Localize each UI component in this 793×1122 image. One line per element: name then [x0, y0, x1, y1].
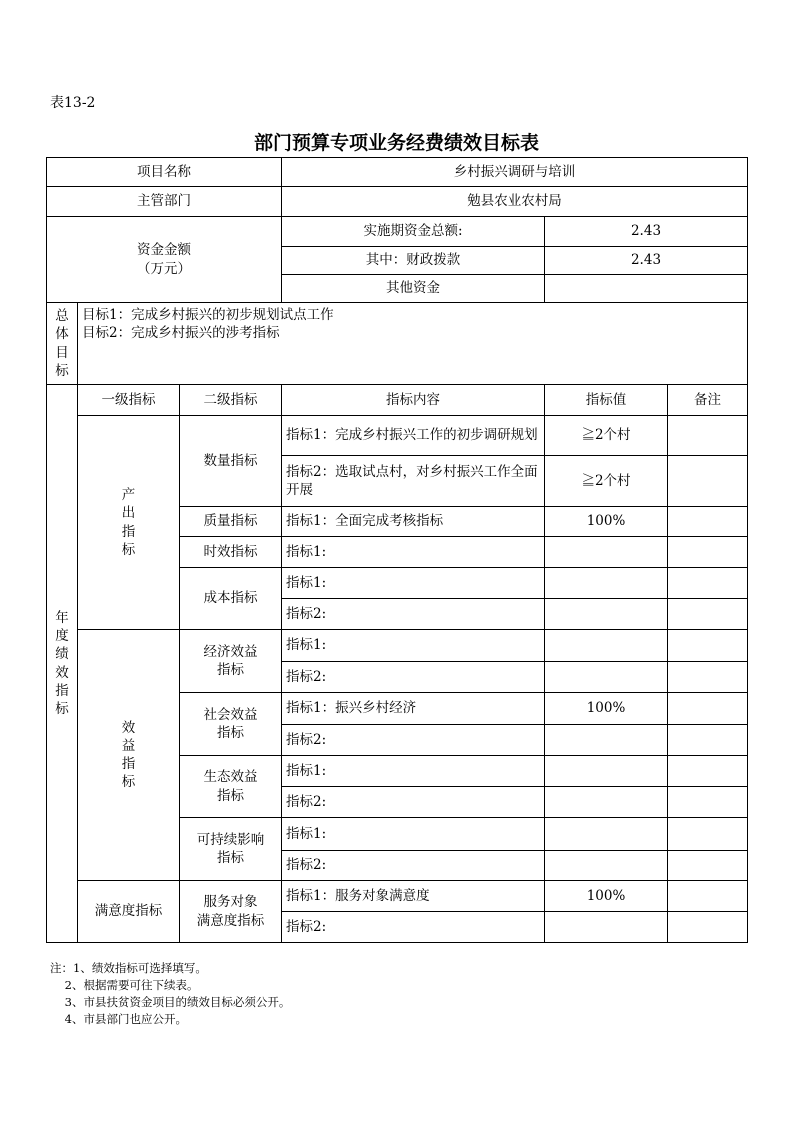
char: 度: [55, 628, 69, 645]
table-row: [47, 416, 748, 456]
funds-total-row: [47, 217, 748, 247]
indicator-content: 指标2:: [282, 599, 545, 630]
funds-other-value: [545, 275, 748, 303]
note-3: 3、市县扶贫资金项目的绩效目标必须公开。: [50, 995, 291, 1009]
indicator-content: 指标1:: [282, 756, 545, 787]
indicator-remark: [668, 912, 748, 943]
header-remark: 备注: [668, 385, 748, 416]
output-indicator-label: [78, 416, 180, 630]
char: 产: [121, 487, 136, 504]
footnotes: [50, 960, 290, 1028]
indicator-remark: [668, 456, 748, 507]
indicator-value: [545, 756, 668, 787]
overall-goal-row: [47, 303, 748, 385]
cost-indicator: 成本指标: [180, 568, 282, 630]
indicator-value: [545, 537, 668, 568]
indicator-remark: [668, 756, 748, 787]
time-indicator: 时效指标: [180, 537, 282, 568]
line: 可持续影响: [196, 831, 265, 848]
funds-total-value: 2.43: [545, 217, 748, 247]
indicator-content: 指标2:: [282, 851, 545, 881]
indicator-content: 指标1：服务对象满意度: [282, 881, 545, 912]
line: 社会效益: [203, 706, 258, 723]
indicator-content: 指标2：选取试点村，对乡村振兴工作全面开展: [282, 456, 545, 507]
header-level1: 一级指标: [78, 385, 180, 416]
indicator-remark: [668, 662, 748, 693]
indicator-content: 指标2:: [282, 912, 545, 943]
header-content: 指标内容: [282, 385, 545, 416]
indicator-value: [545, 568, 668, 599]
indicator-content: 指标1：全面完成考核指标: [282, 507, 545, 537]
service-satisfaction-indicator: [180, 881, 282, 943]
char: 标: [121, 774, 136, 791]
funds-fiscal-label: 其中：财政拨款: [282, 247, 545, 275]
table-number: 表13-2: [50, 95, 96, 111]
table-row: [47, 881, 748, 912]
char: 标: [121, 541, 136, 558]
social-indicator: [180, 693, 282, 756]
indicator-content: 指标1：完成乡村振兴工作的初步调研规划: [282, 416, 545, 456]
line: 指标: [217, 662, 244, 678]
char: 效: [121, 719, 136, 736]
economic-indicator: [180, 630, 282, 693]
satisfaction-indicator-label: 满意度指标: [78, 881, 180, 943]
overall-goal-label: [47, 303, 78, 385]
note-2: 2、根据需要可往下续表。: [50, 978, 199, 992]
indicator-value: 100%: [545, 881, 668, 912]
line: 满意度指标: [196, 912, 265, 929]
project-name-row: [47, 158, 748, 187]
indicator-content: 指标2:: [282, 787, 545, 818]
line: 指标: [217, 725, 244, 741]
char: 总: [55, 308, 69, 325]
funds-other-label: 其他资金: [282, 275, 545, 303]
indicator-value: [545, 599, 668, 630]
line: 服务对象: [203, 894, 258, 911]
char: 效: [55, 664, 69, 681]
indicator-content: 指标1:: [282, 537, 545, 568]
goal-1: 目标1：完成乡村振兴的初步规划试点工作: [82, 307, 334, 323]
indicator-remark: [668, 568, 748, 599]
table-row: [47, 630, 748, 662]
indicator-content: 指标1:: [282, 818, 545, 851]
project-name-label: 项目名称: [47, 158, 282, 187]
char: 指: [121, 756, 136, 772]
note-1: 注：1、绩效指标可选择填写。: [50, 961, 207, 975]
char: 标: [55, 700, 69, 717]
indicator-remark: [668, 693, 748, 725]
page-title: 部门预算专项业务经费绩效目标表: [253, 132, 539, 154]
indicator-remark: [668, 787, 748, 818]
indicator-value: 100%: [545, 693, 668, 725]
line: 指标: [217, 850, 244, 866]
indicator-value: [545, 662, 668, 693]
goal-2: 目标2：完成乡村振兴的涉考指标: [82, 325, 280, 342]
line: 经济效益: [203, 643, 258, 660]
indicator-value: [545, 912, 668, 943]
indicator-value: [545, 787, 668, 818]
char: 指: [55, 682, 69, 699]
char: 目: [55, 344, 69, 361]
indicator-value: [545, 851, 668, 881]
line: 生态效益: [203, 769, 258, 786]
funds-unit-text: （万元）: [137, 260, 191, 277]
dept-label: 主管部门: [47, 187, 282, 217]
funds-label-text: 资金金额: [137, 242, 191, 259]
char: 出: [121, 505, 136, 522]
dept-row: [47, 187, 748, 217]
indicator-value: 100%: [545, 507, 668, 537]
project-name-value: 乡村振兴调研与培训: [282, 158, 748, 187]
sustainability-indicator: [180, 818, 282, 881]
indicator-value: [545, 725, 668, 756]
header-level2: 二级指标: [180, 385, 282, 416]
indicator-remark: [668, 416, 748, 456]
funds-label: [47, 217, 282, 303]
char: 指: [121, 523, 136, 540]
line: 指标: [217, 787, 244, 804]
char: 标: [55, 362, 69, 379]
funds-total-label: 实施期资金总额:: [282, 217, 545, 247]
indicator-remark: [668, 537, 748, 568]
performance-target-table: [46, 157, 748, 943]
indicator-remark: [668, 881, 748, 912]
indicator-remark: [668, 851, 748, 881]
ecology-indicator: [180, 756, 282, 818]
note-4: 4、市县部门也应公开。: [50, 1012, 187, 1026]
indicator-value: [545, 630, 668, 662]
char: 年: [55, 609, 69, 626]
char: 益: [121, 737, 136, 754]
quality-indicator: 质量指标: [180, 507, 282, 537]
indicator-remark: [668, 818, 748, 851]
indicator-value: [545, 818, 668, 851]
indicator-content: 指标1:: [282, 568, 545, 599]
indicator-remark: [668, 507, 748, 537]
char: 绩: [55, 646, 69, 663]
indicator-remark: [668, 599, 748, 630]
quantity-indicator: 数量指标: [180, 416, 282, 507]
annual-indicator-label: [47, 385, 78, 943]
indicator-remark: [668, 630, 748, 662]
indicator-value: ≧2个村: [545, 416, 668, 456]
benefit-indicator-label: [78, 630, 180, 881]
char: 体: [55, 326, 69, 343]
indicator-remark: [668, 725, 748, 756]
dept-value: 勉县农业农村局: [282, 187, 748, 217]
overall-goal-content: [78, 303, 748, 385]
indicator-value: ≧2个村: [545, 456, 668, 507]
indicator-content: 指标2:: [282, 725, 545, 756]
funds-fiscal-value: 2.43: [545, 247, 748, 275]
header-value: 指标值: [545, 385, 668, 416]
indicator-content: 指标1:: [282, 630, 545, 662]
indicator-content: 指标2:: [282, 662, 545, 693]
header-row: [47, 385, 748, 416]
indicator-content: 指标1：振兴乡村经济: [282, 693, 545, 725]
